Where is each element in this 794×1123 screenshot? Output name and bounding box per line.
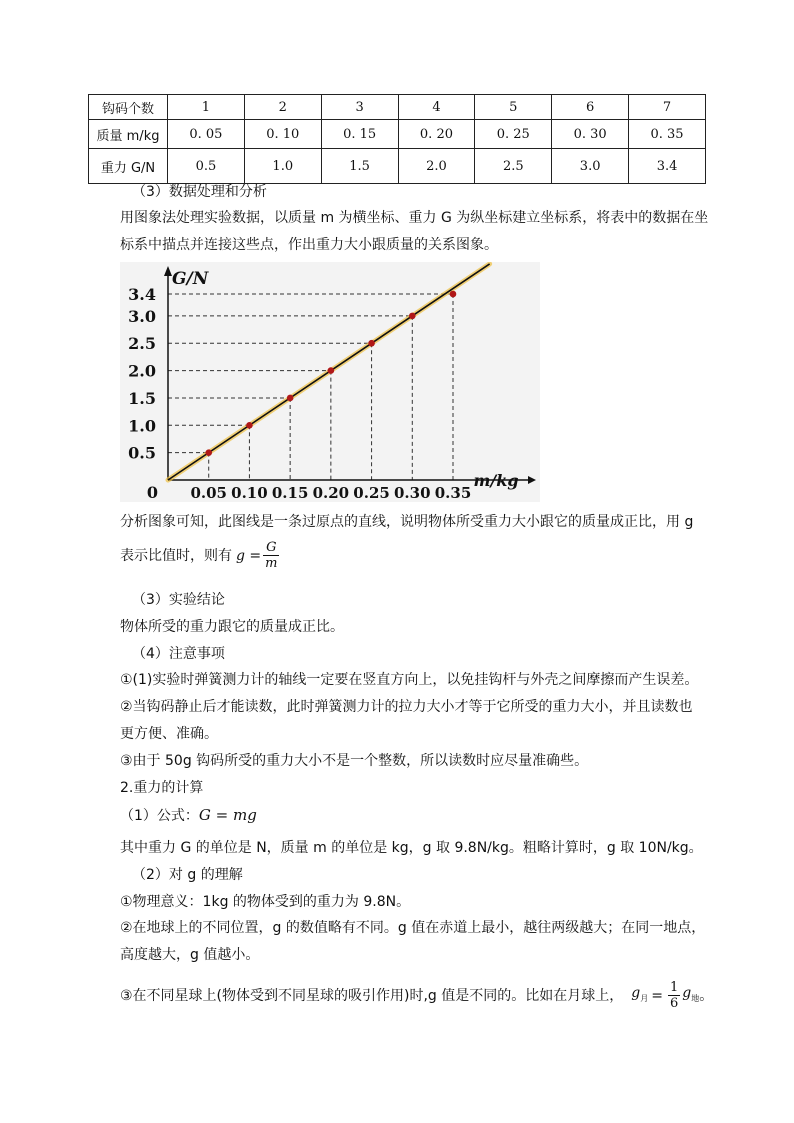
note-3: ③由于 50g 钩码所受的重力大小不是一个整数，所以读数时应尽量准确些。 bbox=[120, 753, 589, 769]
table-cell: 3 bbox=[321, 95, 398, 120]
y-tick-label: 1.5 bbox=[128, 388, 156, 408]
origin-label: 0 bbox=[146, 483, 158, 502]
table-cell: 2.5 bbox=[475, 149, 552, 184]
section-heading-notes: （4）注意事项 bbox=[132, 646, 225, 662]
x-tick-label: 0.20 bbox=[312, 484, 350, 502]
y-tick-label: 3.4 bbox=[128, 285, 156, 304]
paragraph-data-processing-2: 标系中描点并连接这些点，作出重力大小跟质量的关系图象。 bbox=[120, 237, 498, 253]
table-cell: 3.0 bbox=[552, 149, 629, 184]
data-point bbox=[450, 291, 457, 298]
x-tick-label: 0.25 bbox=[353, 484, 390, 502]
section-heading-conclusion: （3）实验结论 bbox=[132, 592, 225, 608]
table-cell: 1 bbox=[168, 95, 245, 120]
table-cell: 0. 20 bbox=[398, 120, 475, 149]
data-table bbox=[88, 94, 706, 184]
paragraph-analysis-2 bbox=[120, 540, 281, 571]
data-point bbox=[287, 395, 294, 402]
note-2b: 更方便、准确。 bbox=[120, 726, 218, 742]
table-cell: 0.5 bbox=[168, 149, 245, 184]
table-cell: 2.0 bbox=[398, 149, 475, 184]
y-axis-label: G/N bbox=[172, 269, 209, 289]
g-note-3-text: ③在不同星球上(物体受到不同星球的吸引作用)时,g 值是不同的。比如在月球上， bbox=[120, 987, 624, 1004]
table-cell: 7 bbox=[629, 95, 706, 120]
section-heading-calculation: 2.重力的计算 bbox=[120, 780, 204, 796]
table-cell: 0. 30 bbox=[552, 120, 629, 149]
row-label: 重力 G/N bbox=[89, 149, 168, 184]
formula-g-denominator: m bbox=[265, 556, 278, 571]
table-cell: 1.0 bbox=[244, 149, 321, 184]
formula-g-numerator: G bbox=[263, 540, 279, 556]
table-cell: 0. 15 bbox=[321, 120, 398, 149]
x-tick-label: 0.35 bbox=[434, 484, 472, 502]
y-tick-label: 0.5 bbox=[128, 443, 156, 463]
table-cell: 0. 35 bbox=[629, 120, 706, 149]
x-tick-label: 0.15 bbox=[271, 484, 309, 502]
formula-heading: （1）公式： bbox=[120, 808, 199, 824]
x-axis-label: m/kg bbox=[473, 471, 519, 490]
earth-g: g bbox=[682, 984, 692, 1001]
moon-fraction-denominator: 6 bbox=[669, 996, 679, 1011]
note-1: ①(1)实验时弹簧测力计的轴线一定要在竖直方向上，以免挂钩杆与外壳之间摩擦而产生误差。 bbox=[120, 672, 699, 688]
table-cell: 1.5 bbox=[321, 149, 398, 184]
y-tick-label: 2.5 bbox=[128, 334, 156, 354]
moon-g-symbol bbox=[631, 983, 648, 1009]
moon-fraction-numerator: 1 bbox=[669, 980, 679, 995]
note-2a: ②当钩码静止后才能读数，此时弹簧测力计的拉力大小才等于它所受的重力大小，并且读数也 bbox=[120, 699, 693, 715]
chart-background bbox=[120, 262, 540, 502]
y-tick-label: 3.0 bbox=[128, 306, 156, 326]
analysis-text: 表示比值时，则有 bbox=[120, 547, 232, 564]
y-tick-label: 1.0 bbox=[128, 416, 156, 436]
earth-subscript: 地 bbox=[691, 993, 700, 1003]
table-cell: 5 bbox=[475, 95, 552, 120]
table-row bbox=[89, 120, 706, 149]
moon-fraction bbox=[668, 980, 680, 1011]
x-tick-label: 0.30 bbox=[394, 484, 431, 502]
table-cell: 0. 05 bbox=[168, 120, 245, 149]
gravity-mass-chart bbox=[120, 262, 540, 502]
paragraph-analysis-1: 分析图象可知，此图线是一条过原点的直线，说明物体所受重力大小跟它的质量成正比，用 g bbox=[120, 514, 694, 530]
moon-equals: = bbox=[651, 987, 663, 1004]
data-point bbox=[205, 449, 212, 456]
formula-g-fraction bbox=[263, 540, 279, 571]
sentence-end: 。 bbox=[699, 987, 714, 1004]
formula-g-lhs: g = bbox=[236, 547, 262, 564]
moon-g: g bbox=[631, 984, 641, 1001]
g-note-3 bbox=[120, 980, 713, 1011]
g-note-2b: 高度越大，g 值越小。 bbox=[120, 947, 260, 963]
g-note-2a: ②在地球上的不同位置，g 的数值略有不同。g 值在赤道上最小，越往两级越大；在同一地点， bbox=[120, 920, 706, 936]
earth-g-symbol bbox=[682, 983, 699, 1009]
table-cell: 6 bbox=[552, 95, 629, 120]
paragraph-data-processing-1: 用图象法处理实验数据，以质量 m 为横坐标、重力 G 为纵坐标建立坐标系，将表中的数据在坐 bbox=[120, 210, 709, 226]
table-cell: 3.4 bbox=[629, 149, 706, 184]
row-label: 钩码个数 bbox=[89, 95, 168, 120]
formula-line bbox=[120, 805, 257, 826]
x-tick-label: 0.05 bbox=[190, 484, 227, 502]
formula-g-mg: G = mg bbox=[198, 806, 257, 824]
paragraph-units: 其中重力 G 的单位是 N，质量 m 的单位是 kg，g 取 9.8N/kg。粗略计算时，g 取 10N/kg。 bbox=[120, 840, 703, 856]
table-cell: 2 bbox=[244, 95, 321, 120]
section-heading-g: （2）对 g 的理解 bbox=[132, 867, 243, 883]
data-point bbox=[328, 367, 335, 374]
table-cell: 4 bbox=[398, 95, 475, 120]
table-row bbox=[89, 95, 706, 120]
paragraph-conclusion: 物体所受的重力跟它的质量成正比。 bbox=[120, 619, 344, 635]
row-label: 质量 m/kg bbox=[89, 120, 168, 149]
section-heading-data-processing: （3）数据处理和分析 bbox=[132, 184, 267, 200]
table-row bbox=[89, 149, 706, 184]
g-note-1: ①物理意义：1kg 的物体受到的重力为 9.8N。 bbox=[120, 894, 411, 910]
table-cell: 0. 10 bbox=[244, 120, 321, 149]
moon-subscript: 月 bbox=[640, 993, 649, 1003]
y-tick-label: 2.0 bbox=[128, 361, 156, 381]
data-point bbox=[368, 340, 375, 347]
x-tick-label: 0.10 bbox=[231, 484, 268, 502]
table-cell: 0. 25 bbox=[475, 120, 552, 149]
data-point bbox=[409, 313, 416, 320]
data-point bbox=[246, 422, 253, 429]
